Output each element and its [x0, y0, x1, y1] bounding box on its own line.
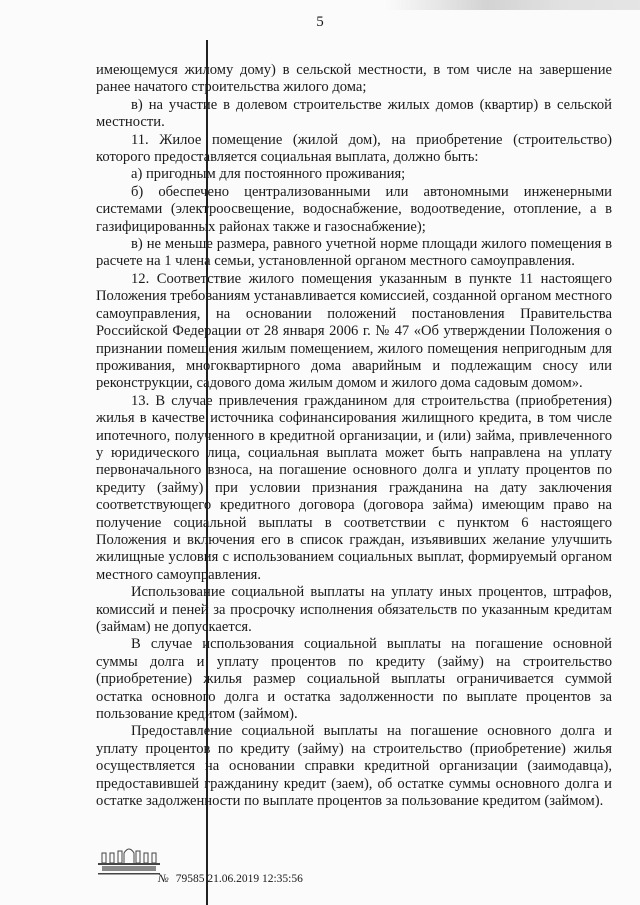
- paragraph: 11. Жилое помещение (жилой дом), на приобретение (строительство) которого предоставляется социальная выплата, должно быть:: [96, 131, 612, 166]
- number-sign: №: [158, 873, 169, 885]
- page-number: 5: [316, 14, 324, 30]
- paragraph: в) на участие в долевом строительстве жилых домов (квартир) в сельской местности.: [96, 96, 612, 131]
- paragraph: Предоставление социальной выплаты на погашение основного долга и уплату процентов по кредиту (займу) на строительство (приобретение) жилья осуществляется на основании справки кредитной организации (заимодавца), предоставившей гражданину кредит (заем), об остатке суммы основного долга и остатке задолженности по выплате процентов за пользование кредитом (займом).: [96, 723, 612, 810]
- document-number: 79585: [175, 873, 205, 885]
- paragraph: б) обеспечено централизованными или автономными инженерными системами (электроосвещение, водоснабжение, водоотведение, отопление, а в газифицированных районах также и газоснабжение);: [96, 183, 612, 235]
- paragraph: 13. В случае привлечения гражданином для строительства (приобретения) жилья в качестве источника софинансирования жилищного кредита, в том числе ипотечного, полученного в кредитной организации, и (или) займа, привлеченного у юридического лица, социальная выплата может быть направлена на уплату первоначального взноса, на погашение основного долга и уплату процентов по кредиту (займу) при условии признания гражданина на дату заключения соответствующего кредитного договора (договора займа) имеющим право на получение социальной выплаты в соответствии с пунктом 6 настоящего Положения и включения его в список граждан, изъявивших желание улучшить жилищные условия с использованием социальных выплат, формируемый органом местного самоуправления.: [96, 392, 612, 583]
- paragraph: Использование социальной выплаты на уплату иных процентов, штрафов, комиссий и пеней за просрочку исполнения обязательств по указанным кредитам (займам) не допускается.: [96, 584, 612, 635]
- document-footer: [96, 865, 396, 899]
- registry-stamp-icon: [96, 843, 162, 877]
- paragraph: В случае использования социальной выплаты на погашение основной суммы долга и уплату процентов по кредиту (займу) на строительство (приобретение) жилья размер социальной выплаты ограничивается суммой остатка основного долга и остатка задолженности по выплате процентов за пользование кредитом (займом).: [96, 636, 612, 723]
- paragraph: имеющемуся жилому дому) в сельской местности, в том числе на завершение ранее начатого строительства жилого дома;: [96, 62, 612, 96]
- paragraph: а) пригодным для постоянного проживания;: [131, 166, 406, 183]
- document-registration: [158, 873, 303, 885]
- scan-artifact: [385, 0, 640, 10]
- paragraph: в) не меньше размера, равного учетной норме площади жилого помещения в расчете на 1 члена семьи, установленной органом местного самоуправления.: [96, 236, 612, 270]
- registration-timestamp: 21.06.2019 12:35:56: [207, 873, 303, 885]
- document-body: [96, 62, 612, 810]
- paragraph: 12. Соответствие жилого помещения указанным в пункте 11 настоящего Положения требованиям устанавливается комиссией, созданной органом местного самоуправления, на основании положений постановления Правительства Российской Федерации от 28 января 2006 г. № 47 «Об утверждении Положения о признании помещения жилым помещением, жилого помещения непригодным для проживания, многоквартирного дома аварийным и подлежащим сносу или реконструкции, садового дома жилым домом и жилого дома садовым домом».: [96, 270, 612, 392]
